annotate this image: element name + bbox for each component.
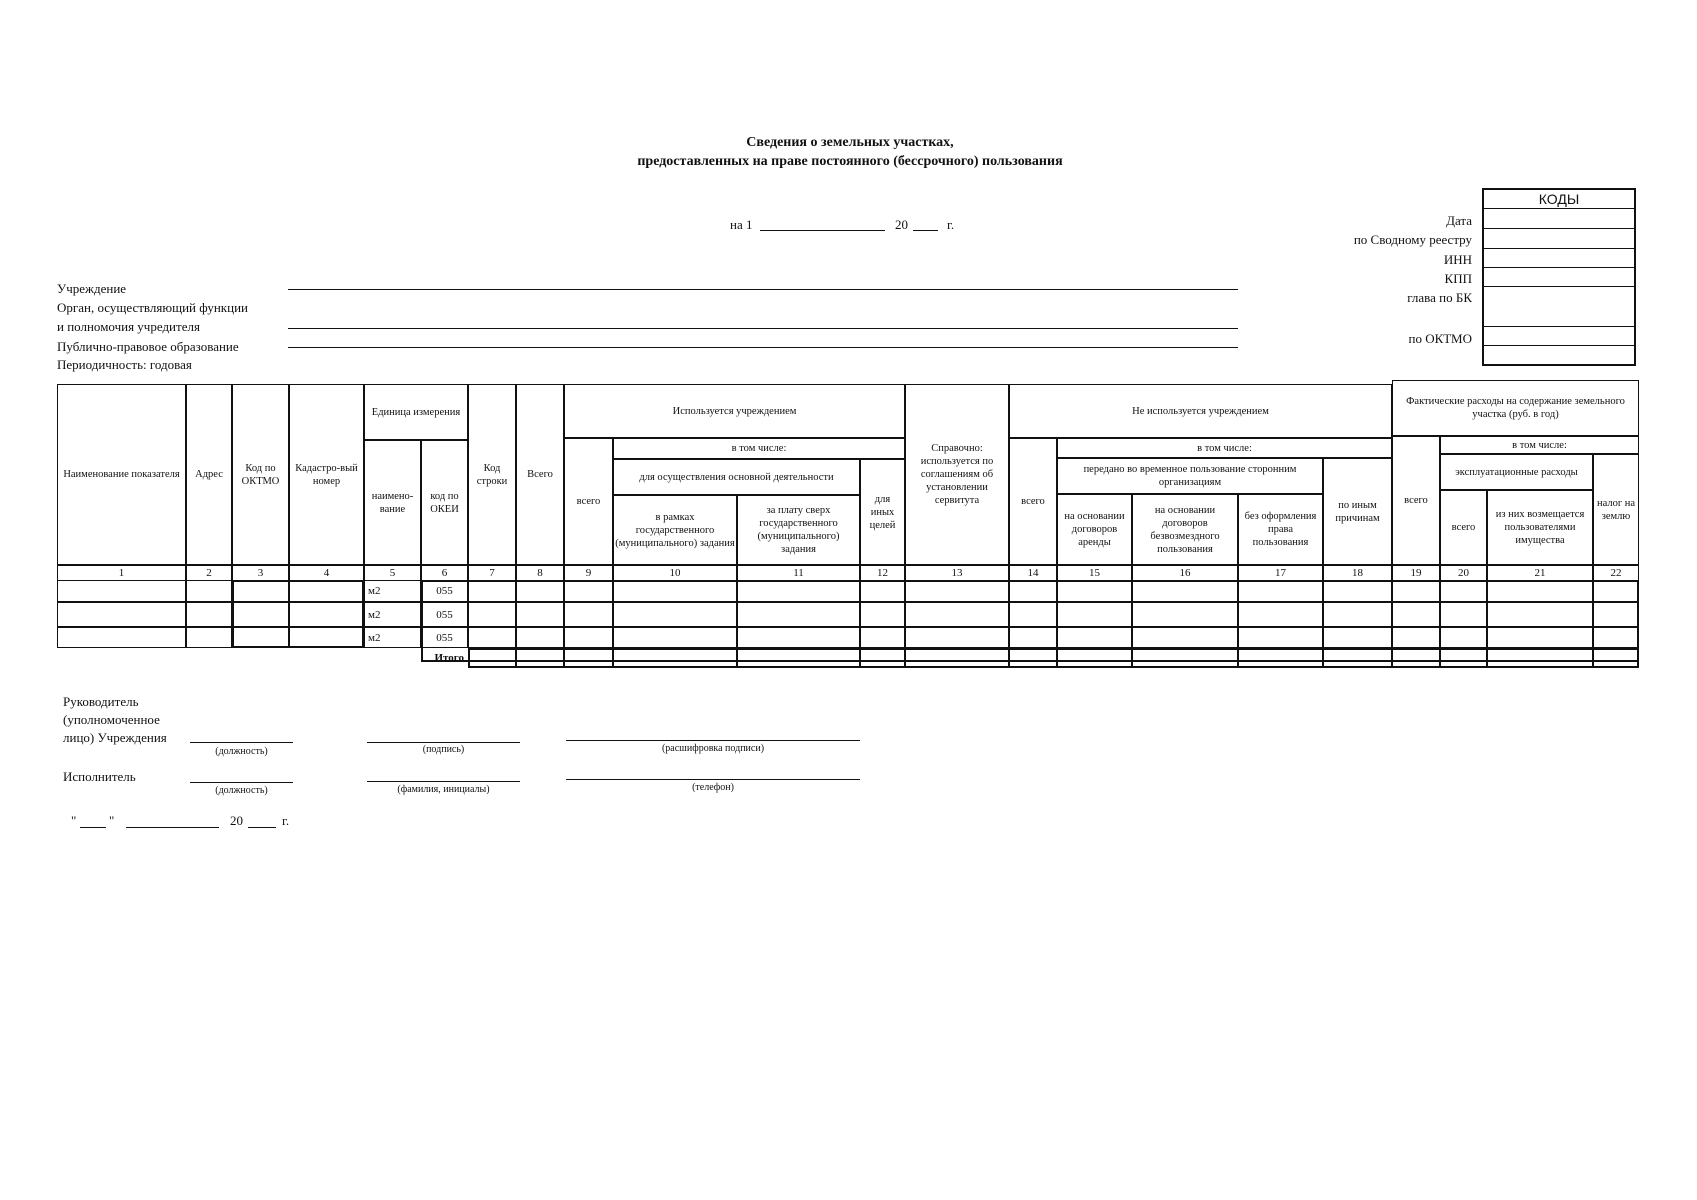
sign-date-year-field[interactable]	[248, 827, 276, 828]
header-oktmo: Код по ОКТМО	[232, 384, 289, 565]
header-used: Используется учреждением	[564, 384, 905, 438]
authority-label-line1: Орган, осуществляющий функции	[57, 300, 248, 315]
head-signature-decode-field[interactable]	[566, 740, 860, 741]
table-cell-col-9[interactable]	[564, 580, 613, 602]
header-total: Всего	[516, 384, 564, 565]
table-cell-col-1[interactable]	[57, 580, 186, 602]
cell-unit-name[interactable]: м2	[364, 602, 421, 627]
table-cell-col-22[interactable]	[1593, 602, 1639, 627]
table-cell-col-14[interactable]	[1009, 627, 1057, 648]
table-cell-col-11[interactable]	[737, 627, 860, 648]
table-cell-col-15[interactable]	[1057, 602, 1132, 627]
total-cell-col-21[interactable]	[1487, 648, 1593, 668]
cell-unit-okei[interactable]: 055	[421, 602, 468, 627]
codes-label-inn: ИНН	[1443, 252, 1472, 267]
header-land-tax: налог на землю	[1593, 454, 1639, 565]
executor-position-field[interactable]	[190, 782, 293, 783]
header-exp-operational: эксплуатационные расходы	[1440, 454, 1593, 490]
total-cell-col-11[interactable]	[737, 648, 860, 668]
codes-label-kpp: КПП	[1444, 271, 1472, 286]
codes-box	[1482, 188, 1636, 366]
table-cell-col-4[interactable]	[289, 580, 364, 602]
total-cell-col-10[interactable]	[613, 648, 737, 668]
col-num-13: 13	[905, 565, 1009, 581]
col-num-22: 22	[1593, 565, 1639, 581]
sign-date-day-field[interactable]	[80, 827, 106, 828]
head-label-line3: лицо) Учреждения	[63, 730, 167, 745]
head-signature-field[interactable]	[367, 742, 520, 743]
header-exp-total: всего	[1392, 436, 1440, 565]
form-title-line1: Сведения о земельных участках,	[746, 135, 954, 150]
table-cell-col-7[interactable]	[468, 580, 516, 602]
table-cell-col-17[interactable]	[1238, 627, 1323, 648]
table-cell-col-7[interactable]	[468, 602, 516, 627]
sign-date-month-field[interactable]	[126, 827, 219, 828]
header-cadastral: Кадастро-вый номер	[289, 384, 364, 565]
total-cell-col-18[interactable]	[1323, 648, 1392, 668]
header-used-total: всего	[564, 438, 613, 565]
total-cell-col-19[interactable]	[1392, 648, 1440, 668]
head-position-field[interactable]	[190, 742, 293, 743]
table-cell-col-14[interactable]	[1009, 580, 1057, 602]
header-row-code: Код строки	[468, 384, 516, 565]
code-date-field[interactable]	[1484, 209, 1634, 229]
code-kpp-field[interactable]	[1484, 268, 1634, 287]
header-used-main: для осуществления основной деятельности	[613, 459, 860, 495]
cell-unit-name[interactable]: м2	[364, 627, 421, 648]
header-unit-name: наимено-вание	[364, 440, 421, 565]
table-cell-col-1[interactable]	[57, 602, 186, 627]
table-cell-col-7[interactable]	[468, 627, 516, 648]
table-cell-col-21[interactable]	[1487, 627, 1593, 648]
table-cell-col-8[interactable]	[516, 580, 564, 602]
table-cell-col-18[interactable]	[1323, 580, 1392, 602]
date-day-month-field[interactable]	[760, 230, 885, 231]
table-cell-col-4[interactable]	[289, 627, 364, 648]
codes-label-registry: по Сводному реестру	[1353, 232, 1472, 247]
table-cell-col-1[interactable]	[57, 627, 186, 648]
code-oktmo-field[interactable]	[1484, 327, 1634, 346]
authority-label-line2: и полномочия учредителя	[57, 319, 200, 334]
header-servitude: Справочно: используется по соглашениям об установлении сервитута	[905, 384, 1009, 565]
col-num-4: 4	[289, 565, 364, 581]
date-prefix: на 1	[730, 217, 753, 232]
table-cell-col-13[interactable]	[905, 627, 1009, 648]
table-cell-col-16[interactable]	[1132, 580, 1238, 602]
table-cell-col-10[interactable]	[613, 602, 737, 627]
col-num-2: 2	[186, 565, 232, 581]
table-cell-col-8[interactable]	[516, 602, 564, 627]
executor-name-caption: (фамилия, инициалы)	[397, 784, 490, 795]
table-cell-col-3[interactable]	[232, 580, 289, 602]
table-cell-col-17[interactable]	[1238, 602, 1323, 627]
header-expenses: Фактические расходы на содержание земельного участка (руб. в год)	[1392, 380, 1639, 436]
total-cell-col-22[interactable]	[1593, 648, 1639, 668]
table-cell-col-12[interactable]	[860, 627, 905, 648]
header-exp-op-total: всего	[1440, 490, 1487, 565]
table-cell-col-2[interactable]	[186, 602, 232, 627]
cell-unit-okei[interactable]: 055	[421, 580, 468, 602]
table-cell-col-12[interactable]	[860, 602, 905, 627]
table-cell-col-19[interactable]	[1392, 627, 1440, 648]
cell-unit-name[interactable]: м2	[364, 580, 421, 602]
table-cell-col-16[interactable]	[1132, 602, 1238, 627]
sign-date-year-prefix: 20	[230, 813, 243, 828]
table-cell-col-16[interactable]	[1132, 627, 1238, 648]
form-title-line2: предоставленных на праве постоянного (бессрочного) пользования	[637, 154, 1063, 169]
header-address: Адрес	[186, 384, 232, 565]
col-num-21: 21	[1487, 565, 1593, 581]
table-cell-col-11[interactable]	[737, 602, 860, 627]
col-num-16: 16	[1132, 565, 1238, 581]
header-used-paid: за плату сверх государственного (муниципального) задания	[737, 495, 860, 565]
table-cell-col-18[interactable]	[1323, 627, 1392, 648]
header-lease: на основании договоров аренды	[1057, 494, 1132, 565]
code-extra-field[interactable]	[1484, 346, 1634, 364]
total-cell-col-20[interactable]	[1440, 648, 1487, 668]
periodicity-label: Периодичность: годовая	[57, 357, 192, 372]
header-used-incl: в том числе:	[613, 438, 905, 459]
table-cell-col-14[interactable]	[1009, 602, 1057, 627]
header-exp-reimbursed: из них возмещается пользователями имущества	[1487, 490, 1593, 565]
col-num-17: 17	[1238, 565, 1323, 581]
table-cell-col-4[interactable]	[289, 602, 364, 627]
table-cell-col-18[interactable]	[1323, 602, 1392, 627]
col-num-8: 8	[516, 565, 564, 581]
executor-phone-field[interactable]	[566, 779, 860, 780]
executor-label: Исполнитель	[63, 769, 136, 784]
table-cell-col-3[interactable]	[232, 627, 289, 648]
col-num-10: 10	[613, 565, 737, 581]
col-num-18: 18	[1323, 565, 1392, 581]
table-cell-col-20[interactable]	[1440, 627, 1487, 648]
col-num-7: 7	[468, 565, 516, 581]
table-cell-col-13[interactable]	[905, 580, 1009, 602]
header-name: Наименование показателя	[57, 384, 186, 565]
institution-label: Учреждение	[57, 281, 127, 296]
code-registry-field[interactable]	[1484, 229, 1634, 249]
table-cell-col-19[interactable]	[1392, 580, 1440, 602]
table-cell-col-9[interactable]	[564, 627, 613, 648]
col-num-15: 15	[1057, 565, 1132, 581]
table-cell-col-22[interactable]	[1593, 627, 1639, 648]
header-not-used-incl: в том числе:	[1057, 438, 1392, 458]
table-cell-col-12[interactable]	[860, 580, 905, 602]
header-exp-incl: в том числе:	[1440, 436, 1639, 454]
total-cell-col-9[interactable]	[564, 648, 613, 668]
table-cell-col-20[interactable]	[1440, 580, 1487, 602]
date-quote-close: "	[109, 813, 115, 828]
head-position-caption: (должность)	[215, 746, 268, 757]
header-other-reasons: по иным причинам	[1323, 458, 1392, 565]
institution-field[interactable]	[288, 289, 1238, 290]
total-cell-col-14[interactable]	[1009, 648, 1057, 668]
table-cell-col-22[interactable]	[1593, 580, 1639, 602]
head-label-line1: Руководитель	[63, 694, 139, 709]
table-cell-col-15[interactable]	[1057, 580, 1132, 602]
header-used-other: для иных целей	[860, 459, 905, 565]
col-num-11: 11	[737, 565, 860, 581]
sign-date-year-suffix: г.	[282, 813, 290, 828]
total-row-label: Итого	[364, 649, 468, 667]
col-num-1: 1	[57, 565, 186, 581]
total-cell-col-16[interactable]	[1132, 648, 1238, 668]
table-cell-col-21[interactable]	[1487, 602, 1593, 627]
date-quote-open: "	[71, 813, 77, 828]
table-cell-col-19[interactable]	[1392, 602, 1440, 627]
table-cell-col-8[interactable]	[516, 627, 564, 648]
table-cell-col-11[interactable]	[737, 580, 860, 602]
table-cell-col-10[interactable]	[613, 580, 737, 602]
col-num-12: 12	[860, 565, 905, 581]
table-cell-col-17[interactable]	[1238, 580, 1323, 602]
table-cell-col-21[interactable]	[1487, 580, 1593, 602]
codes-label-oktmo: по ОКТМО	[1408, 331, 1472, 346]
table-cell-col-9[interactable]	[564, 602, 613, 627]
table-cell-col-3[interactable]	[232, 602, 289, 627]
col-num-14: 14	[1009, 565, 1057, 581]
header-not-used-total: всего	[1009, 438, 1057, 565]
total-cell-col-8[interactable]	[516, 648, 564, 668]
public-entity-field[interactable]	[288, 347, 1238, 348]
header-used-state-task: в рамках государственного (муниципального) задания	[613, 495, 737, 565]
header-unit-okei: код по ОКЕИ	[421, 440, 468, 565]
total-cell-col-7[interactable]	[468, 648, 516, 668]
total-cell-col-12[interactable]	[860, 648, 905, 668]
head-label-line2: (уполномоченное	[63, 712, 160, 727]
table-cell-col-2[interactable]	[186, 580, 232, 602]
table-cell-col-2[interactable]	[186, 627, 232, 648]
codes-label-bk: глава по БК	[1407, 290, 1472, 305]
date-year-prefix: 20	[895, 217, 908, 232]
codes-label-date: Дата	[1446, 213, 1472, 228]
header-unit: Единица измерения	[364, 384, 468, 440]
total-cell-col-15[interactable]	[1057, 648, 1132, 668]
head-signature-caption: (подпись)	[422, 744, 465, 755]
header-temp-transfer: передано во временное пользование сторонним организациям	[1057, 458, 1323, 494]
col-num-20: 20	[1440, 565, 1487, 581]
table-cell-col-15[interactable]	[1057, 627, 1132, 648]
header-free-use: на основании договоров безвозмездного пользования	[1132, 494, 1238, 565]
authority-field[interactable]	[288, 328, 1238, 329]
table-cell-col-10[interactable]	[613, 627, 737, 648]
header-not-used: Не используется учреждением	[1009, 384, 1392, 438]
executor-name-field[interactable]	[367, 781, 520, 782]
head-signature-decode-caption: (расшифровка подписи)	[661, 743, 765, 754]
col-num-9: 9	[564, 565, 613, 581]
date-year-field[interactable]	[913, 230, 938, 231]
table-cell-col-13[interactable]	[905, 602, 1009, 627]
cell-unit-okei[interactable]: 055	[421, 627, 468, 648]
col-num-6: 6	[421, 565, 468, 581]
total-cell-col-17[interactable]	[1238, 648, 1323, 668]
table-cell-col-20[interactable]	[1440, 602, 1487, 627]
col-num-5: 5	[364, 565, 421, 581]
executor-phone-caption: (телефон)	[692, 782, 734, 793]
col-num-3: 3	[232, 565, 289, 581]
total-cell-col-13[interactable]	[905, 648, 1009, 668]
header-no-paper: без оформления права пользования	[1238, 494, 1323, 565]
code-inn-field[interactable]	[1484, 249, 1634, 268]
col-num-19: 19	[1392, 565, 1440, 581]
public-entity-label: Публично-правовое образование	[57, 339, 239, 354]
executor-position-caption: (должность)	[215, 785, 268, 796]
date-year-suffix: г.	[947, 217, 955, 232]
code-bk-field[interactable]	[1484, 287, 1634, 327]
codes-header: КОДЫ	[1484, 190, 1634, 209]
